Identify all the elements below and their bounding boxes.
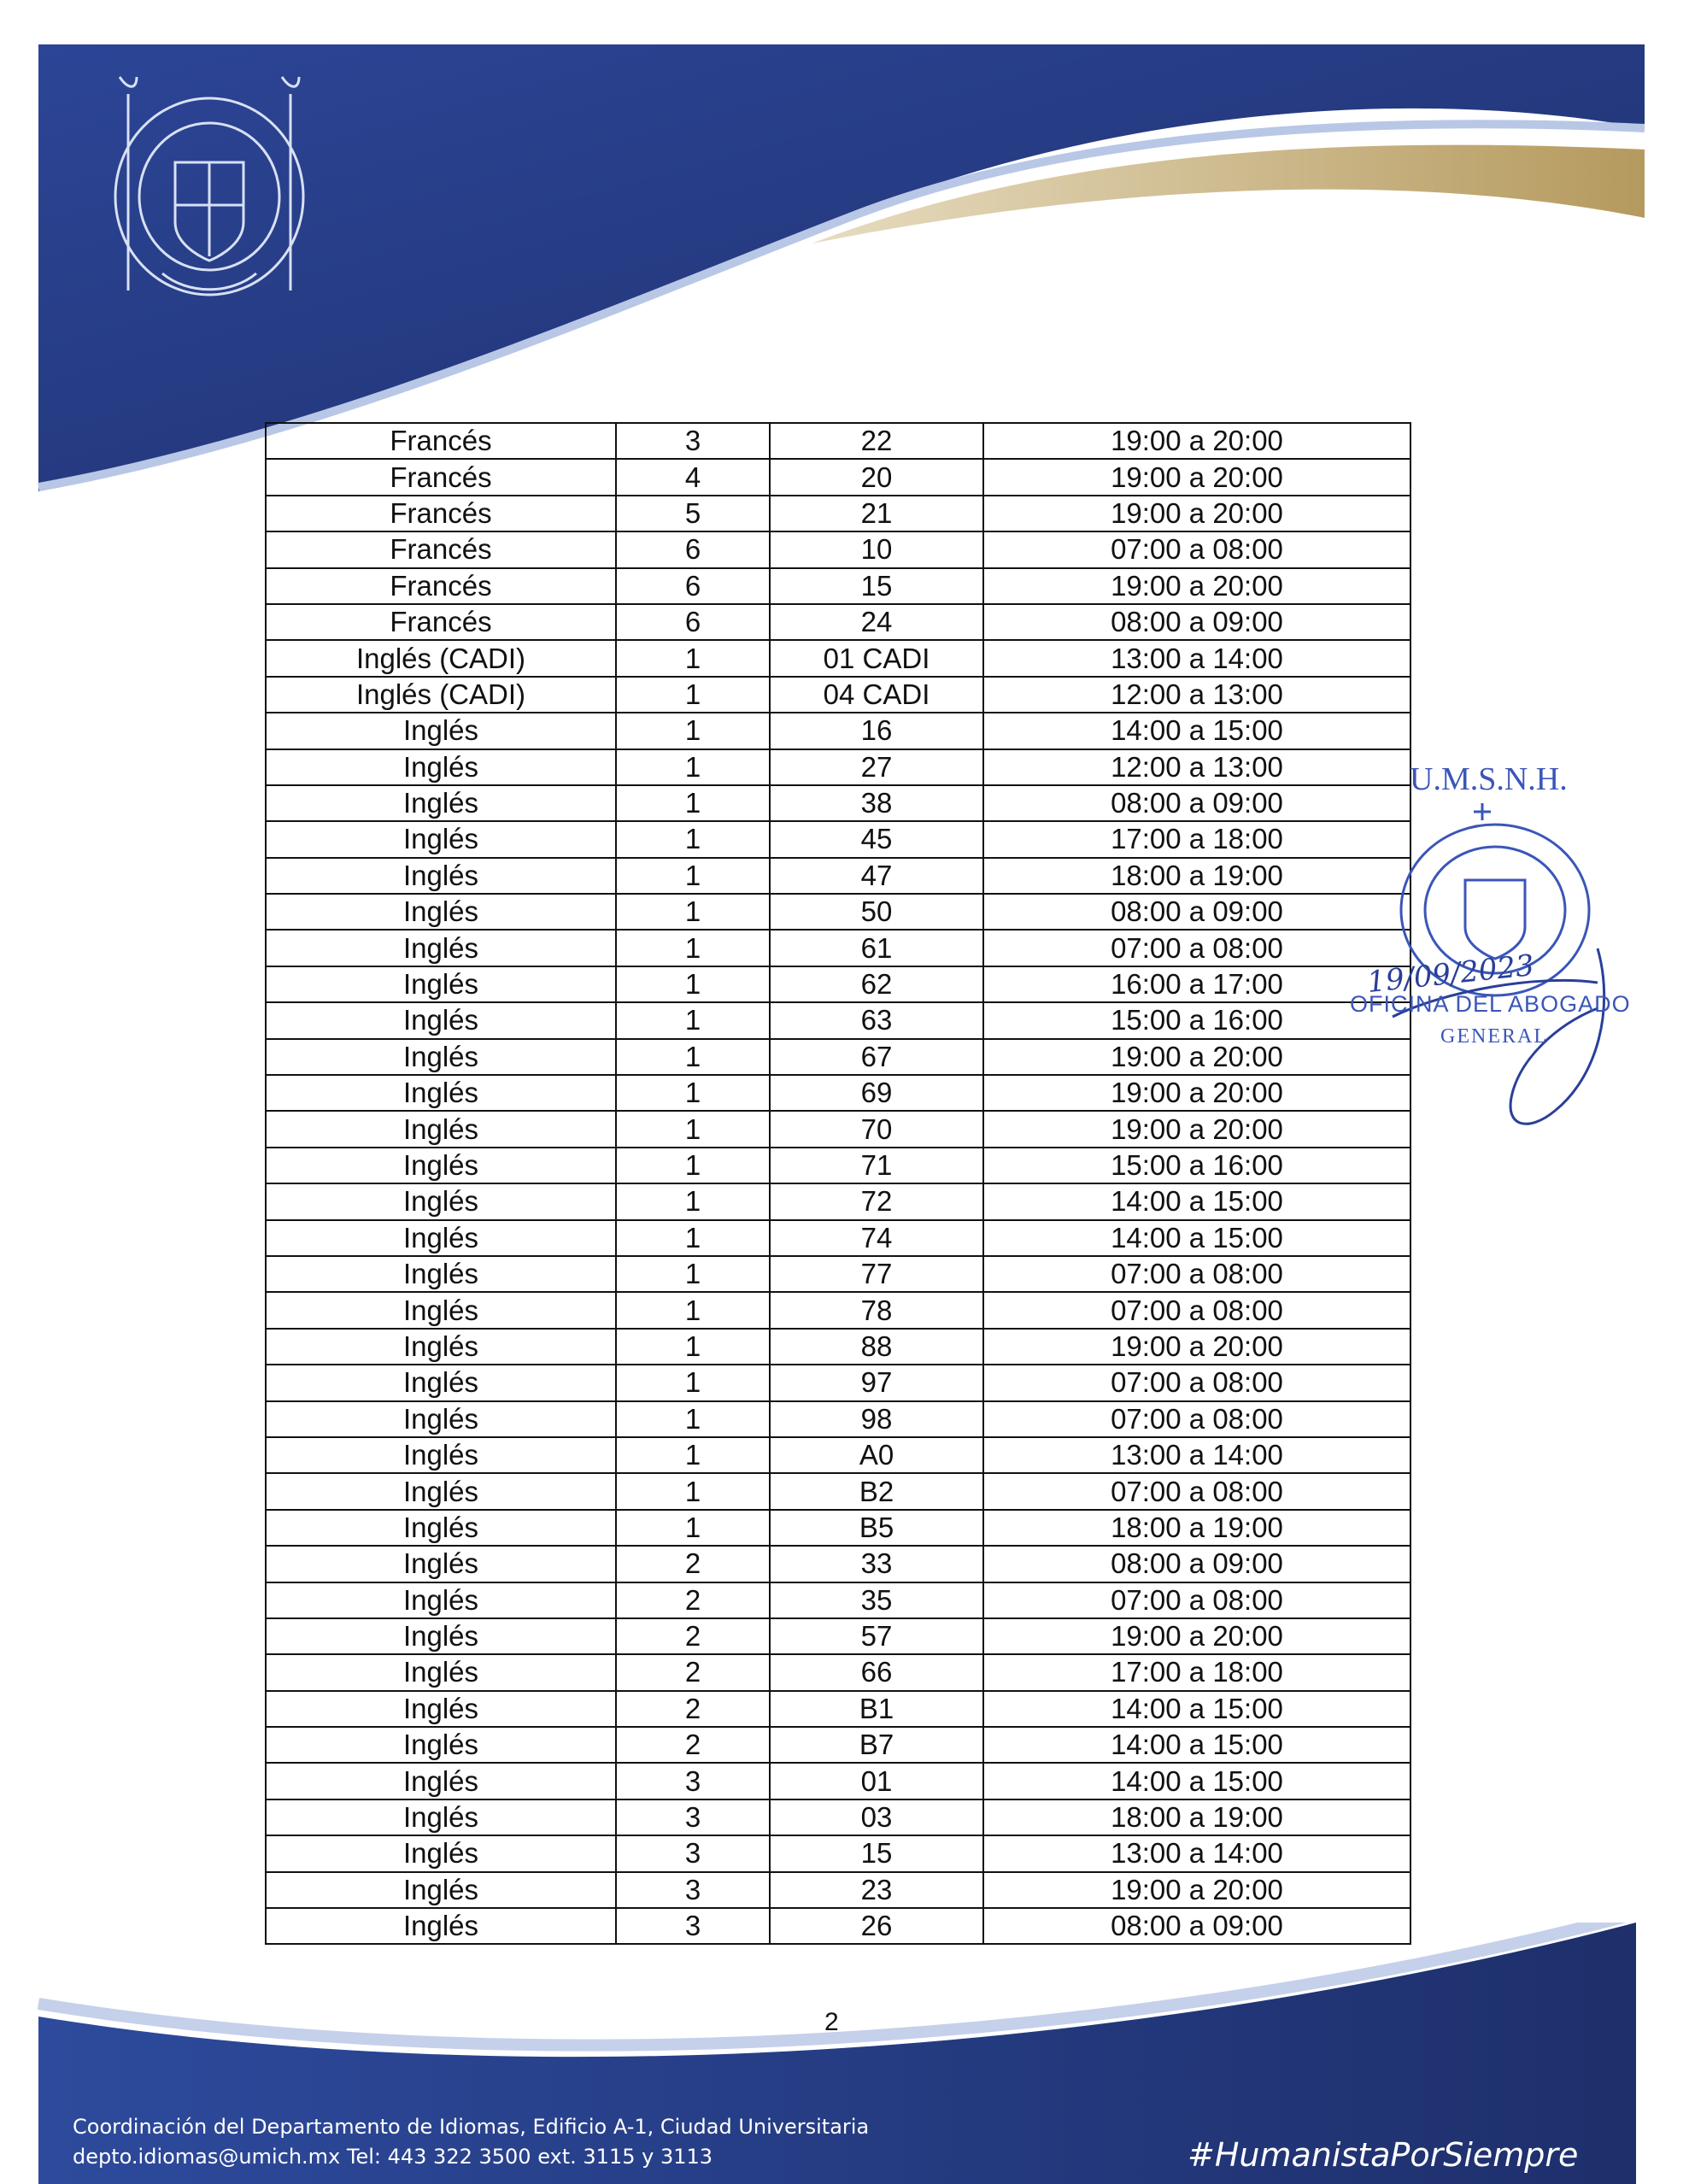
- cell-language: Inglés: [266, 1365, 616, 1400]
- table-row: [266, 1618, 1410, 1654]
- cell-schedule: 19:00 a 20:00: [983, 496, 1410, 531]
- cell-group: 10: [770, 531, 983, 567]
- cell-schedule: 07:00 a 08:00: [983, 930, 1410, 966]
- cell-level: 1: [616, 1039, 770, 1075]
- cell-level: 1: [616, 821, 770, 857]
- cell-group: B5: [770, 1510, 983, 1546]
- table-row: [266, 858, 1410, 894]
- cell-group: B2: [770, 1473, 983, 1509]
- cell-schedule: 14:00 a 15:00: [983, 1727, 1410, 1763]
- table-row: [266, 1365, 1410, 1400]
- cell-schedule: 19:00 a 20:00: [983, 1039, 1410, 1075]
- cell-level: 1: [616, 1329, 770, 1365]
- table-row: [266, 1437, 1410, 1473]
- table-row: [266, 459, 1410, 495]
- cell-schedule: 19:00 a 20:00: [983, 1872, 1410, 1908]
- cell-group: B1: [770, 1691, 983, 1727]
- cell-group: 15: [770, 1835, 983, 1871]
- cell-schedule: 13:00 a 14:00: [983, 1437, 1410, 1473]
- cell-schedule: 07:00 a 08:00: [983, 1292, 1410, 1328]
- cell-language: Inglés: [266, 1220, 616, 1256]
- cell-level: 1: [616, 1111, 770, 1147]
- table-row: [266, 423, 1410, 459]
- cell-level: 1: [616, 749, 770, 785]
- table-row: [266, 930, 1410, 966]
- cell-level: 1: [616, 858, 770, 894]
- cell-level: 3: [616, 1908, 770, 1944]
- table-row: [266, 1835, 1410, 1871]
- cell-language: Inglés: [266, 1075, 616, 1111]
- cell-group: 20: [770, 459, 983, 495]
- cell-language: Inglés: [266, 749, 616, 785]
- cell-schedule: 07:00 a 08:00: [983, 1582, 1410, 1618]
- cell-group: 61: [770, 930, 983, 966]
- cell-level: 1: [616, 677, 770, 713]
- cell-level: 6: [616, 604, 770, 640]
- cell-language: Inglés: [266, 713, 616, 749]
- cell-group: 71: [770, 1148, 983, 1183]
- cell-schedule: 07:00 a 08:00: [983, 1256, 1410, 1292]
- cell-level: 1: [616, 1437, 770, 1473]
- cell-group: 38: [770, 785, 983, 821]
- cell-group: 24: [770, 604, 983, 640]
- cell-schedule: 14:00 a 15:00: [983, 1183, 1410, 1219]
- cell-level: 3: [616, 1872, 770, 1908]
- table-row: [266, 1002, 1410, 1038]
- table-row: [266, 531, 1410, 567]
- table-row: [266, 749, 1410, 785]
- cell-language: Inglés: [266, 894, 616, 930]
- cell-language: Francés: [266, 496, 616, 531]
- cell-group: 45: [770, 821, 983, 857]
- cell-language: Inglés: [266, 1111, 616, 1147]
- cell-schedule: 19:00 a 20:00: [983, 568, 1410, 604]
- cell-group: 15: [770, 568, 983, 604]
- table-row: [266, 677, 1410, 713]
- table-row: [266, 1183, 1410, 1219]
- cell-level: 5: [616, 496, 770, 531]
- cell-group: 67: [770, 1039, 983, 1075]
- cell-schedule: 14:00 a 15:00: [983, 713, 1410, 749]
- cell-schedule: 07:00 a 08:00: [983, 1365, 1410, 1400]
- footer-address: Coordinación del Departamento de Idiomas, Edificio A-1, Ciudad Universitaria: [73, 2115, 870, 2139]
- cell-level: 3: [616, 1799, 770, 1835]
- cell-language: Inglés (CADI): [266, 677, 616, 713]
- table-row: [266, 1401, 1410, 1437]
- cell-schedule: 08:00 a 09:00: [983, 894, 1410, 930]
- cell-language: Francés: [266, 604, 616, 640]
- cell-language: Inglés: [266, 1618, 616, 1654]
- table-row: [266, 568, 1410, 604]
- cell-schedule: 12:00 a 13:00: [983, 749, 1410, 785]
- cell-language: Francés: [266, 568, 616, 604]
- cell-group: 35: [770, 1582, 983, 1618]
- table-row: [266, 1256, 1410, 1292]
- table-row: [266, 1691, 1410, 1727]
- cell-group: A0: [770, 1437, 983, 1473]
- cell-language: Inglés: [266, 821, 616, 857]
- cell-language: Inglés: [266, 1401, 616, 1437]
- cell-level: 1: [616, 1220, 770, 1256]
- cell-level: 1: [616, 713, 770, 749]
- cell-schedule: 19:00 a 20:00: [983, 459, 1410, 495]
- table-row: [266, 1220, 1410, 1256]
- cell-group: 23: [770, 1872, 983, 1908]
- stamp-date: 19/09/2023: [1365, 948, 1536, 1001]
- cell-level: 6: [616, 531, 770, 567]
- table-row: [266, 1510, 1410, 1546]
- cell-level: 1: [616, 1256, 770, 1292]
- cell-group: 01: [770, 1763, 983, 1799]
- table-row: [266, 1148, 1410, 1183]
- cell-schedule: 14:00 a 15:00: [983, 1763, 1410, 1799]
- cell-language: Inglés: [266, 1763, 616, 1799]
- stamp-office: OFICINA DEL ABOGADO: [1350, 991, 1631, 1017]
- table-row: [266, 1727, 1410, 1763]
- cell-group: 50: [770, 894, 983, 930]
- cell-schedule: 19:00 a 20:00: [983, 1111, 1410, 1147]
- cell-level: 2: [616, 1654, 770, 1690]
- cell-group: 78: [770, 1292, 983, 1328]
- cell-schedule: 19:00 a 20:00: [983, 1075, 1410, 1111]
- cell-group: 33: [770, 1546, 983, 1582]
- cell-level: 1: [616, 1148, 770, 1183]
- cell-language: Inglés: [266, 1582, 616, 1618]
- cell-schedule: 08:00 a 09:00: [983, 1908, 1410, 1944]
- cell-schedule: 07:00 a 08:00: [983, 1473, 1410, 1509]
- cell-language: Inglés: [266, 1039, 616, 1075]
- cell-language: Inglés: [266, 1691, 616, 1727]
- table-row: [266, 1582, 1410, 1618]
- table-row: [266, 966, 1410, 1002]
- cell-schedule: 07:00 a 08:00: [983, 1401, 1410, 1437]
- cell-language: Inglés: [266, 1437, 616, 1473]
- cell-level: 1: [616, 1401, 770, 1437]
- cell-level: 2: [616, 1691, 770, 1727]
- cell-level: 1: [616, 1510, 770, 1546]
- cell-language: Inglés: [266, 930, 616, 966]
- cell-schedule: 08:00 a 09:00: [983, 785, 1410, 821]
- cell-language: Inglés (CADI): [266, 640, 616, 676]
- cell-level: 1: [616, 640, 770, 676]
- cell-group: 70: [770, 1111, 983, 1147]
- cell-schedule: 14:00 a 15:00: [983, 1220, 1410, 1256]
- page-number: 2: [824, 2008, 839, 2036]
- cell-schedule: 14:00 a 15:00: [983, 1691, 1410, 1727]
- table-row: [266, 1329, 1410, 1365]
- stamp-title: U.M.S.N.H.: [1410, 761, 1568, 797]
- cell-level: 2: [616, 1618, 770, 1654]
- cell-level: 1: [616, 1002, 770, 1038]
- cell-group: 26: [770, 1908, 983, 1944]
- cell-language: Inglés: [266, 1473, 616, 1509]
- cell-level: 1: [616, 1183, 770, 1219]
- cell-level: 3: [616, 1835, 770, 1871]
- university-seal-icon: [94, 68, 325, 308]
- cell-language: Inglés: [266, 1292, 616, 1328]
- cell-level: 2: [616, 1546, 770, 1582]
- cell-level: 1: [616, 894, 770, 930]
- cell-language: Inglés: [266, 1510, 616, 1546]
- cell-schedule: 07:00 a 08:00: [983, 531, 1410, 567]
- table-row: [266, 1075, 1410, 1111]
- cell-group: 21: [770, 496, 983, 531]
- cell-schedule: 08:00 a 09:00: [983, 604, 1410, 640]
- cell-group: 62: [770, 966, 983, 1002]
- table-row: [266, 1872, 1410, 1908]
- cell-schedule: 13:00 a 14:00: [983, 640, 1410, 676]
- cell-language: Francés: [266, 531, 616, 567]
- table-row: [266, 1654, 1410, 1690]
- cell-schedule: 15:00 a 16:00: [983, 1148, 1410, 1183]
- cell-language: Inglés: [266, 1799, 616, 1835]
- cell-level: 1: [616, 785, 770, 821]
- cell-schedule: 15:00 a 16:00: [983, 1002, 1410, 1038]
- cell-group: 74: [770, 1220, 983, 1256]
- cell-level: 1: [616, 930, 770, 966]
- cell-group: 03: [770, 1799, 983, 1835]
- table-row: [266, 496, 1410, 531]
- cell-level: 6: [616, 568, 770, 604]
- cell-schedule: 12:00 a 13:00: [983, 677, 1410, 713]
- schedule-table-body: [266, 423, 1410, 1944]
- cell-language: Inglés: [266, 966, 616, 1002]
- footer-hashtag: #HumanistaPorSiempre: [1188, 2136, 1579, 2174]
- cell-schedule: 17:00 a 18:00: [983, 1654, 1410, 1690]
- table-row: [266, 894, 1410, 930]
- cell-level: 1: [616, 1292, 770, 1328]
- cell-group: 22: [770, 423, 983, 459]
- cell-level: 1: [616, 1473, 770, 1509]
- cell-group: 57: [770, 1618, 983, 1654]
- stamp-general: GENERAL: [1440, 1025, 1548, 1048]
- cell-schedule: 19:00 a 20:00: [983, 1329, 1410, 1365]
- cell-group: 27: [770, 749, 983, 785]
- cell-level: 3: [616, 423, 770, 459]
- table-row: [266, 821, 1410, 857]
- cell-group: 63: [770, 1002, 983, 1038]
- cell-group: 01 CADI: [770, 640, 983, 676]
- table-row: [266, 785, 1410, 821]
- cell-level: 4: [616, 459, 770, 495]
- cell-language: Inglés: [266, 1835, 616, 1871]
- cell-level: 2: [616, 1727, 770, 1763]
- cell-group: 72: [770, 1183, 983, 1219]
- cell-level: 3: [616, 1763, 770, 1799]
- table-row: [266, 1763, 1410, 1799]
- cell-language: Inglés: [266, 858, 616, 894]
- cell-group: 47: [770, 858, 983, 894]
- cell-schedule: 16:00 a 17:00: [983, 966, 1410, 1002]
- cell-group: 97: [770, 1365, 983, 1400]
- cell-group: 88: [770, 1329, 983, 1365]
- cell-language: Inglés: [266, 1183, 616, 1219]
- cell-language: Inglés: [266, 1256, 616, 1292]
- cell-group: 04 CADI: [770, 677, 983, 713]
- cell-language: Francés: [266, 459, 616, 495]
- cell-schedule: 19:00 a 20:00: [983, 423, 1410, 459]
- cell-schedule: 17:00 a 18:00: [983, 821, 1410, 857]
- cell-schedule: 13:00 a 14:00: [983, 1835, 1410, 1871]
- table-row: [266, 1546, 1410, 1582]
- table-row: [266, 1473, 1410, 1509]
- cell-language: Inglés: [266, 1148, 616, 1183]
- cell-language: Inglés: [266, 785, 616, 821]
- cell-group: B7: [770, 1727, 983, 1763]
- cell-schedule: 08:00 a 09:00: [983, 1546, 1410, 1582]
- cell-level: 1: [616, 1075, 770, 1111]
- table-row: [266, 604, 1410, 640]
- table-row: [266, 1292, 1410, 1328]
- cell-group: 98: [770, 1401, 983, 1437]
- cell-language: Inglés: [266, 1654, 616, 1690]
- table-row: [266, 713, 1410, 749]
- footer-contact: depto.idiomas@umich.mx Tel: 443 322 3500 ext. 3115 y 3113: [73, 2145, 713, 2169]
- cell-language: Inglés: [266, 1872, 616, 1908]
- cell-language: Francés: [266, 423, 616, 459]
- cell-level: 1: [616, 966, 770, 1002]
- cell-level: 1: [616, 1365, 770, 1400]
- cell-language: Inglés: [266, 1546, 616, 1582]
- cell-group: 77: [770, 1256, 983, 1292]
- table-row: [266, 640, 1410, 676]
- cell-group: 66: [770, 1654, 983, 1690]
- cell-group: 16: [770, 713, 983, 749]
- table-row: [266, 1799, 1410, 1835]
- cell-language: Inglés: [266, 1002, 616, 1038]
- cell-language: Inglés: [266, 1727, 616, 1763]
- cell-language: Inglés: [266, 1329, 616, 1365]
- cell-schedule: 18:00 a 19:00: [983, 1510, 1410, 1546]
- cell-schedule: 19:00 a 20:00: [983, 1618, 1410, 1654]
- cell-schedule: 18:00 a 19:00: [983, 1799, 1410, 1835]
- table-row: [266, 1111, 1410, 1147]
- cell-language: Inglés: [266, 1908, 616, 1944]
- cell-level: 2: [616, 1582, 770, 1618]
- table-row: [266, 1039, 1410, 1075]
- cell-schedule: 18:00 a 19:00: [983, 858, 1410, 894]
- schedule-table: [265, 422, 1411, 1945]
- cell-group: 69: [770, 1075, 983, 1111]
